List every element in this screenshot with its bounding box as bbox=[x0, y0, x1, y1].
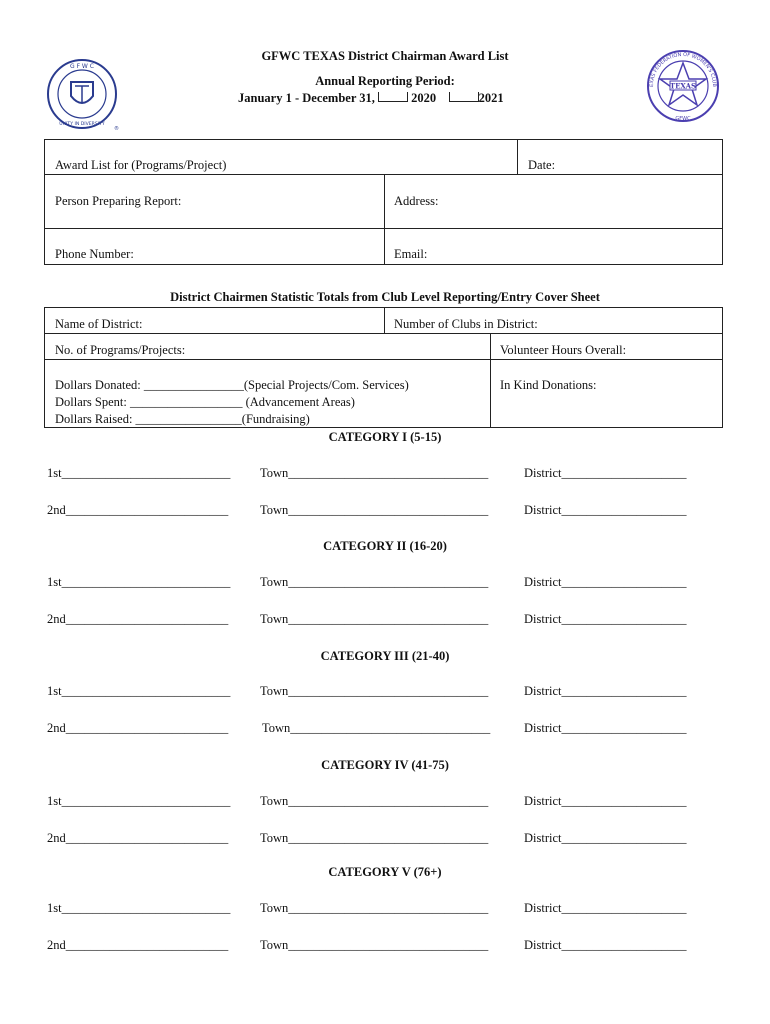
category-row bbox=[47, 503, 687, 518]
address-field[interactable]: Address: bbox=[394, 194, 439, 208]
category-title: CATEGORY II (16-20) bbox=[323, 539, 447, 553]
category-row bbox=[47, 938, 687, 953]
district-field[interactable]: District____________________ bbox=[524, 466, 687, 480]
category-title: CATEGORY I (5-15) bbox=[328, 430, 442, 444]
category-title: CATEGORY IV (41-75) bbox=[321, 758, 449, 772]
tfwc-logo-bottom: GFWC bbox=[675, 116, 691, 122]
category-row bbox=[47, 684, 687, 699]
volunteer-hours-field[interactable]: Volunteer Hours Overall: bbox=[500, 343, 627, 357]
registered-mark: ® bbox=[114, 126, 119, 132]
dollars-raised-field[interactable]: Dollars Raised: _________________(Fundraising) bbox=[55, 412, 310, 426]
clubs-count-field[interactable]: Number of Clubs in District: bbox=[394, 317, 538, 331]
district-field[interactable]: District____________________ bbox=[524, 794, 687, 808]
place-field[interactable]: 2nd__________________________ bbox=[47, 831, 229, 845]
gfwc-logo-motto: UNITY IN DIVERSITY bbox=[59, 122, 105, 127]
gfwc-logo-letters: G F W C bbox=[70, 63, 94, 70]
place-field[interactable]: 1st___________________________ bbox=[47, 794, 231, 808]
place-field[interactable]: 2nd__________________________ bbox=[47, 721, 229, 735]
town-field[interactable]: Town________________________________ bbox=[260, 503, 489, 517]
page-title: GFWC TEXAS District Chairman Award List bbox=[261, 49, 509, 63]
district-field[interactable]: District____________________ bbox=[524, 612, 687, 626]
town-field[interactable]: Town________________________________ bbox=[260, 938, 489, 952]
gfwc-logo bbox=[44, 58, 124, 132]
period-prefix: January 1 - December 31, bbox=[238, 91, 375, 105]
category-row bbox=[47, 831, 687, 846]
stats-heading: District Chairmen Statistic Totals from Club Level Reporting/Entry Cover Sheet bbox=[170, 290, 600, 304]
place-field[interactable]: 2nd__________________________ bbox=[47, 938, 229, 952]
dollars-spent-field[interactable]: Dollars Spent: __________________ (Advancement Areas) bbox=[55, 395, 355, 409]
place-field[interactable]: 1st___________________________ bbox=[47, 466, 231, 480]
category-row bbox=[47, 721, 687, 736]
place-field[interactable]: 1st___________________________ bbox=[47, 575, 231, 589]
programs-count-field[interactable]: No. of Programs/Projects: bbox=[55, 343, 186, 357]
town-field[interactable]: Town________________________________ bbox=[260, 612, 489, 626]
category-row bbox=[47, 466, 687, 481]
district-field[interactable]: District____________________ bbox=[524, 938, 687, 952]
phone-field[interactable]: Phone Number: bbox=[55, 247, 134, 261]
town-field[interactable]: Town________________________________ bbox=[260, 901, 489, 915]
category-title: CATEGORY V (76+) bbox=[328, 865, 442, 879]
tfwc-logo-center: TEXAS bbox=[669, 81, 697, 91]
place-field[interactable]: 2nd__________________________ bbox=[47, 503, 229, 517]
category-row bbox=[47, 794, 687, 809]
reporting-period-label: Annual Reporting Period: bbox=[315, 74, 455, 88]
town-field[interactable]: Town________________________________ bbox=[260, 794, 489, 808]
award-list-field[interactable]: Award List for (Programs/Project) bbox=[55, 158, 227, 172]
town-field[interactable]: Town________________________________ bbox=[260, 831, 489, 845]
dollars-donated-field[interactable]: Dollars Donated: ________________(Special Projects/Com. Services) bbox=[55, 378, 409, 392]
year-2020-checkbox[interactable] bbox=[378, 91, 408, 102]
in-kind-donations-field[interactable]: In Kind Donations: bbox=[500, 378, 597, 392]
town-field[interactable]: Town________________________________ bbox=[260, 684, 489, 698]
email-field[interactable]: Email: bbox=[394, 247, 428, 261]
category-title: CATEGORY III (21-40) bbox=[320, 649, 450, 663]
district-field[interactable]: District____________________ bbox=[524, 684, 687, 698]
town-field[interactable]: Town________________________________ bbox=[260, 575, 489, 589]
category-row bbox=[47, 612, 687, 627]
town-field[interactable]: Town________________________________ bbox=[262, 721, 491, 735]
place-field[interactable]: 1st___________________________ bbox=[47, 684, 231, 698]
category-row bbox=[47, 575, 687, 590]
town-field[interactable]: Town________________________________ bbox=[260, 466, 489, 480]
tfwc-logo-ring: EXAS FEDERATION OF WOMEN'S CLUB bbox=[648, 51, 718, 87]
category-row bbox=[47, 901, 687, 916]
year-2021-checkbox[interactable] bbox=[449, 91, 479, 102]
district-field[interactable]: District____________________ bbox=[524, 575, 687, 589]
date-field[interactable]: Date: bbox=[528, 158, 556, 172]
year-2020-label: 2020 bbox=[411, 91, 437, 105]
place-field[interactable]: 1st___________________________ bbox=[47, 901, 231, 915]
district-field[interactable]: District____________________ bbox=[524, 721, 687, 735]
district-field[interactable]: District____________________ bbox=[524, 503, 687, 517]
year-2021-label: 2021 bbox=[478, 91, 504, 105]
district-field[interactable]: District____________________ bbox=[524, 831, 687, 845]
district-field[interactable]: District____________________ bbox=[524, 901, 687, 915]
person-preparing-field[interactable]: Person Preparing Report: bbox=[55, 194, 182, 208]
district-name-field[interactable]: Name of District: bbox=[55, 317, 143, 331]
place-field[interactable]: 2nd__________________________ bbox=[47, 612, 229, 626]
reporting-period-line bbox=[238, 91, 504, 106]
